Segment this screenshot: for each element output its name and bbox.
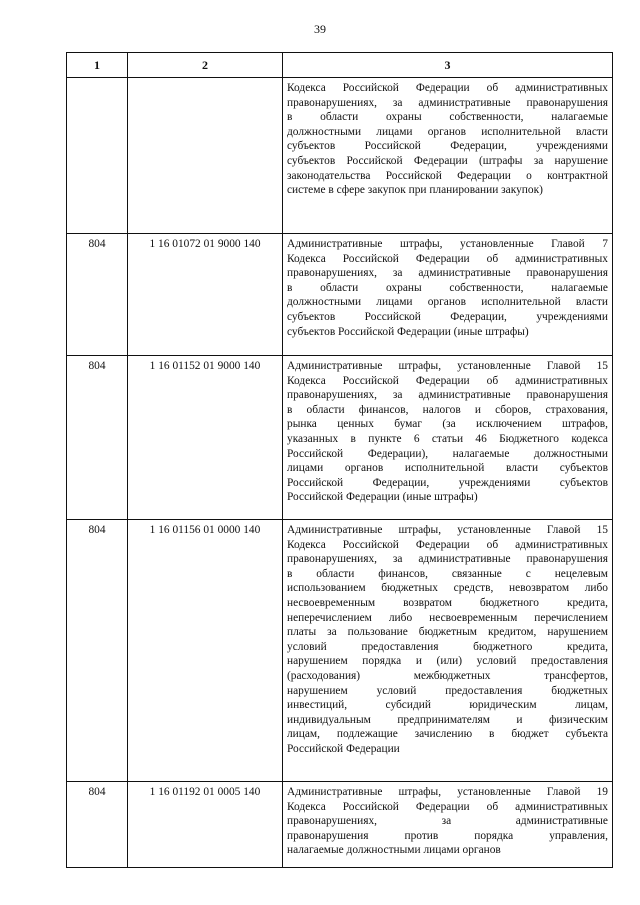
income-description-cell bbox=[283, 234, 613, 356]
budget-classification-code-cell: 1 16 01156 01 0000 140 bbox=[128, 520, 283, 782]
admin-code-cell: 804 bbox=[67, 356, 128, 520]
description-line: Кодекса Российской Федерации об административных bbox=[287, 252, 608, 265]
description-line: в области охраны собственности, налагаемые bbox=[287, 111, 608, 124]
description-line: лицами органов исполнительной власти субъектов bbox=[287, 462, 608, 475]
column-header-1: 1 bbox=[67, 53, 128, 78]
budget-classification-code-cell: 1 16 01072 01 9000 140 bbox=[128, 234, 283, 356]
description-line: Административные штрафы, установленные Главой 19 bbox=[287, 786, 608, 798]
description-line: правонарушениях, за административные правонарушения bbox=[287, 96, 608, 109]
description-line: указанных в пункте 6 статьи 46 Бюджетного кодекса bbox=[287, 432, 608, 445]
table-row bbox=[67, 782, 613, 868]
description-line: нарушением условий предоставления бюджетных bbox=[287, 684, 608, 697]
description-line: в области охраны собственности, налагаемые bbox=[287, 281, 608, 294]
page-number: 39 bbox=[314, 22, 326, 36]
description-line: налагаемые должностными лицами органов bbox=[287, 844, 501, 857]
admin-code-cell: 804 bbox=[67, 520, 128, 782]
description-line: Российской Федерации, учреждениями субъектов bbox=[287, 476, 608, 489]
description-line: Российской Федерации (иные штрафы) bbox=[287, 491, 478, 504]
description-line: Кодекса Российской Федерации об административных bbox=[287, 374, 608, 387]
income-description-cell bbox=[283, 356, 613, 520]
description-line: инвестиций, субсидий юридическим лицам, bbox=[287, 699, 608, 712]
description-line: индивидуальным предпринимателям и физическим bbox=[287, 713, 608, 726]
description-line: правонарушениях, за административные правонарушения bbox=[287, 389, 608, 402]
description-line: неперечислением либо несвоевременным перечислением bbox=[287, 611, 608, 624]
table-row bbox=[67, 234, 613, 356]
description-line: должностными лицами органов исполнительной власти bbox=[287, 125, 608, 138]
description-line: Кодекса Российской Федерации об административных bbox=[287, 800, 608, 813]
table-row bbox=[67, 520, 613, 782]
admin-code-cell: 804 bbox=[67, 782, 128, 868]
description-line: в области финансов, налогов и сборов, страхования, bbox=[287, 403, 608, 416]
description-line: системе в сфере закупок при планировании закупок) bbox=[287, 184, 543, 197]
description-line: Российской Федерации), налагаемые должностными bbox=[287, 447, 608, 460]
column-header-3: 3 bbox=[283, 53, 613, 78]
column-header-2: 2 bbox=[128, 53, 283, 78]
description-line: правонарушениях, за административные правонарушения bbox=[287, 267, 608, 280]
table-row bbox=[67, 78, 613, 234]
description-line: (расходования) межбюджетных трансфертов, bbox=[287, 669, 608, 682]
budget-classification-code-cell: 1 16 01192 01 0005 140 bbox=[128, 782, 283, 868]
income-description-cell bbox=[283, 78, 613, 234]
description-line: нарушением порядка и (или) условий предоставления bbox=[287, 655, 608, 668]
table-row bbox=[67, 356, 613, 520]
budget-classification-code-cell: 1 16 01152 01 9000 140 bbox=[128, 356, 283, 520]
description-line: правонарушения против порядка управления, bbox=[287, 829, 608, 842]
admin-code-cell bbox=[67, 78, 128, 234]
admin-code-cell: 804 bbox=[67, 234, 128, 356]
income-description-cell bbox=[283, 782, 613, 868]
description-line: правонарушениях, за административные правонарушения bbox=[287, 553, 608, 566]
description-line: использованием бюджетных средств, невозвратом либо bbox=[287, 582, 608, 595]
description-line: несвоевременным возвратом бюджетного кредита, bbox=[287, 596, 608, 609]
table-body bbox=[67, 78, 613, 868]
description-line: субъектов Российской Федерации, учреждениями bbox=[287, 140, 608, 153]
budget-classification-code-cell bbox=[128, 78, 283, 234]
description-line: Российской Федерации bbox=[287, 742, 400, 755]
description-line: законодательства Российской Федерации о контрактной bbox=[287, 169, 608, 182]
description-line: условий предоставления бюджетного кредита, bbox=[287, 640, 608, 653]
income-description-cell bbox=[283, 520, 613, 782]
description-line: субъектов Российской Федерации (штрафы за нарушение bbox=[287, 154, 608, 167]
description-line: Кодекса Российской Федерации об административных bbox=[287, 538, 608, 551]
description-line: субъектов Российской Федерации, учреждениями bbox=[287, 310, 608, 323]
description-line: Административные штрафы, установленные Главой 15 bbox=[287, 360, 608, 372]
description-line: в области финансов, связанные с нецелевым bbox=[287, 567, 608, 580]
description-line: должностными лицами органов исполнительной власти bbox=[287, 296, 608, 309]
description-line: платы за пользование бюджетным кредитом, нарушением bbox=[287, 626, 608, 639]
description-line: рынка ценных бумаг (за исключением штрафов, bbox=[287, 418, 608, 431]
description-line: лицам, подлежащие зачислению в бюджет субъекта bbox=[287, 728, 608, 741]
description-line: правонарушениях, за административные bbox=[287, 815, 608, 828]
description-line: Административные штрафы, установленные Главой 15 bbox=[287, 524, 608, 536]
description-line: субъектов Российской Федерации (иные штрафы) bbox=[287, 325, 529, 338]
table-header-row bbox=[67, 53, 613, 78]
description-line: Административные штрафы, установленные Главой 7 bbox=[287, 238, 608, 250]
budget-code-table bbox=[66, 52, 613, 868]
description-line: Кодекса Российской Федерации об административных bbox=[287, 82, 608, 94]
